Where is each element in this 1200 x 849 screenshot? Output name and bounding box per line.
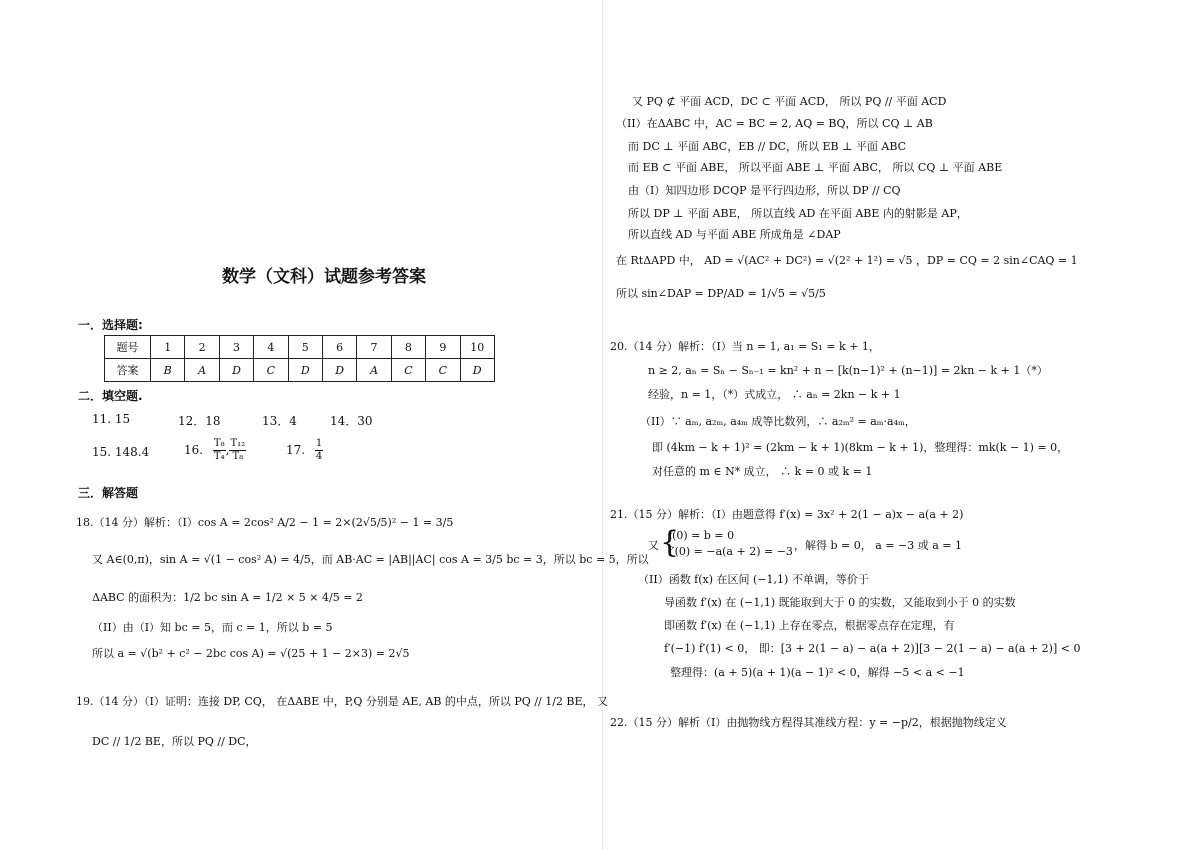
solution-line: 所以 sin∠DAP = DP/AD = 1/√5 = √5/5: [616, 287, 826, 300]
table-cell: 10: [460, 336, 494, 359]
fraction-denominator: T₈: [232, 451, 244, 462]
solution-line: 21.（15 分）解析：（I）由题意得 f′(x) = 3x² + 2(1 − a)x − a(a + 2): [610, 508, 964, 521]
solution-line: f(0) = b = 0: [668, 529, 735, 542]
table-cell: 1: [151, 336, 185, 359]
solution-line: （II）在ΔABC 中，AC = BC = 2, AQ = BQ，所以 CQ ⊥ AB: [616, 117, 933, 130]
table-cell: D: [288, 359, 322, 382]
table-cell: A: [357, 359, 391, 382]
table-cell: C: [426, 359, 460, 382]
page-divider: [602, 0, 603, 849]
fraction: [229, 438, 246, 463]
solution-line: 20.（14 分）解析：（I）当 n = 1, a₁ = S₁ = k + 1，: [610, 340, 880, 353]
solution-line: （II）函数 f(x) 在区间 (−1,1) 不单调，等价于: [638, 573, 869, 586]
table-cell: C: [254, 359, 288, 382]
solution-line: ΔABC 的面积为：1/2 bc sin A = 1/2 × 5 × 4/5 = 2: [92, 591, 363, 604]
fraction-denominator: T₄: [213, 451, 225, 462]
fill-16-separator: ,: [225, 443, 230, 457]
solution-line: 整理得：(a + 5)(a + 1)(a − 1)² < 0，解得 −5 < a < −1: [670, 666, 965, 679]
fill-answer-12: 12．18: [178, 414, 221, 428]
fill-answer-16: [184, 438, 246, 463]
solution-line: 在 RtΔAPD 中， AD = √(AC² + DC²) = √(2² + 1²) = √5 ，DP = CQ = 2 sin∠CAQ = 1: [616, 254, 1078, 267]
solution-line: 而 DC ⊥ 平面 ABC，EB // DC，所以 EB ⊥ 平面 ABC: [628, 140, 907, 153]
section-choice-heading: 一．选择题:: [78, 318, 143, 332]
fill-answer-11: 11. 15: [92, 412, 131, 426]
table-cell: 4: [254, 336, 288, 359]
table-cell: 3: [219, 336, 253, 359]
solution-line: 而 EB ⊂ 平面 ABE， 所以平面 ABE ⊥ 平面 ABC， 所以 CQ ⊥ 平面 ABE: [628, 161, 1003, 174]
table-cell: C: [391, 359, 425, 382]
table-cell: D: [219, 359, 253, 382]
table-cell: 6: [322, 336, 356, 359]
fill-16-label: 16.: [184, 443, 204, 457]
solution-line: （II）∵ aₘ, a₂ₘ, a₄ₘ 成等比数列，∴ a₂ₘ² = aₘ·a₄ₘ，: [640, 415, 916, 428]
solution-line: 对任意的 m ∈ N* 成立， ∴ k = 0 或 k = 1: [652, 465, 873, 478]
table-cell: 7: [357, 336, 391, 359]
solution-line: 19.（14 分）（I）证明：连接 DP, CQ， 在ΔABE 中，P,Q 分别是 AE, AB 的中点，所以 PQ // 1/2 BE， 又: [76, 695, 609, 708]
solution-line: 18.（14 分）解析：（I）cos A = 2cos² A/2 − 1 = 2×(2√5/5)² − 1 = 3/5: [76, 516, 454, 529]
solution-line: 即 (4km − k + 1)² = (2km − k + 1)(8km − k + 1)，整理得：mk(k − 1) = 0，: [652, 441, 1069, 454]
table-cell: 8: [391, 336, 425, 359]
solution-line: 所以直线 AD 与平面 ABE 所成角是 ∠DAP: [628, 228, 841, 241]
solution-line: ，解得 b = 0， a = −3 或 a = 1: [794, 539, 962, 552]
fill-answer-15: 15. 148.4: [92, 445, 150, 459]
table-cell: 5: [288, 336, 322, 359]
solution-line: 22.（15 分）解析（I）由抛物线方程得其准线方程：y = −p/2，根据抛物线定义: [610, 716, 1007, 729]
solution-line: 又 PQ ⊄ 平面 ACD，DC ⊂ 平面 ACD， 所以 PQ // 平面 ACD: [632, 95, 947, 108]
table-header-cell: 题号: [105, 336, 151, 359]
table-header-cell: 答案: [105, 359, 151, 382]
table-cell: D: [322, 359, 356, 382]
solution-line: 所以 a = √(b² + c² − 2bc cos A) = √(25 + 1 − 2×3) = 2√5: [92, 647, 410, 660]
fill-answer-17: [286, 438, 323, 463]
solution-line: f′(−1) f′(1) < 0， 即：[3 + 2(1 − a) − a(a + 2)][3 − 2(1 − a) − a(a + 2)] < 0: [664, 642, 1081, 655]
fraction-denominator: 4: [315, 451, 323, 462]
table-cell: B: [151, 359, 185, 382]
solution-line: （II）由（I）知 bc = 5，而 c = 1，所以 b = 5: [92, 621, 333, 634]
solution-line: 又: [648, 539, 659, 552]
fill-answer-14: 14．30: [330, 414, 373, 428]
fraction-numerator: 1: [315, 438, 323, 449]
fraction-numerator: T₈: [213, 438, 225, 449]
fraction: [213, 438, 226, 463]
fraction-numerator: T₁₂: [230, 438, 246, 449]
table-row: [105, 336, 495, 359]
fill-answer-13: 13．4: [262, 414, 297, 428]
table-cell: D: [460, 359, 494, 382]
table-cell: 9: [426, 336, 460, 359]
section-fill-heading: 二．填空题.: [78, 389, 143, 403]
table-cell: 2: [185, 336, 219, 359]
solution-line: 所以 DP ⊥ 平面 ABE， 所以直线 AD 在平面 ABE 内的射影是 AP，: [628, 207, 968, 220]
fraction: [315, 438, 323, 463]
page-title: 数学（文科）试题参考答案: [222, 267, 426, 287]
solution-line: 由（I）知四边形 DCQP 是平行四边形，所以 DP // CQ: [628, 184, 901, 197]
solution-line: 经验，n = 1，（*）式成立， ∴ aₙ = 2kn − k + 1: [648, 388, 901, 401]
table-row: [105, 359, 495, 382]
solution-line: DC // 1/2 BE，所以 PQ // DC，: [92, 735, 257, 748]
solution-line: n ≥ 2, aₙ = Sₙ − Sₙ₋₁ = kn² + n − [k(n−1)² + (n−1)] = 2kn − k + 1（*）: [648, 364, 1048, 377]
solution-line: 又 A∈(0,π)，sin A = √(1 − cos² A) = 4/5，而 AB·AC = |AB||AC| cos A = 3/5 bc = 3，所以 bc = 5，所以: [92, 553, 649, 566]
fill-17-label: 17.: [286, 443, 306, 457]
choice-answer-table: [104, 335, 495, 382]
table-cell: A: [185, 359, 219, 382]
solution-line: 导函数 f′(x) 在 (−1,1) 既能取到大于 0 的实数，又能取到小于 0 的实数: [664, 596, 1016, 609]
brace-symbol: {: [660, 525, 680, 560]
solution-line: f′(0) = −a(a + 2) = −3: [668, 545, 793, 558]
solution-line: 即函数 f′(x) 在 (−1,1) 上存在零点，根据零点存在定理，有: [664, 619, 955, 632]
section-solution-heading: 三．解答题: [78, 486, 139, 500]
